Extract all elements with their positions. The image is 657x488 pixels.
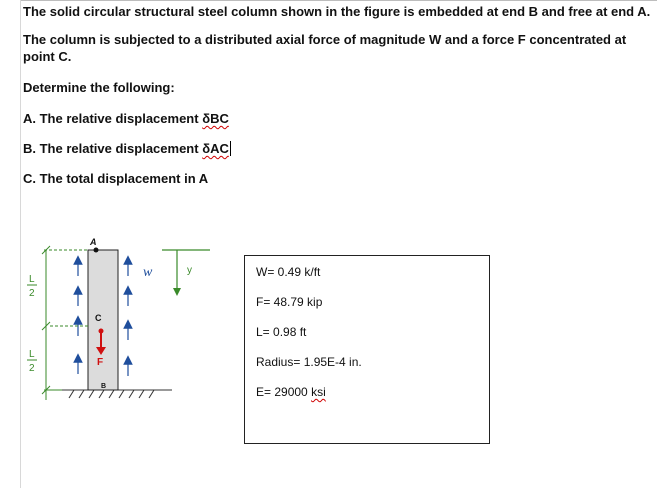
fixed-support bbox=[52, 390, 172, 398]
label-c: C bbox=[95, 313, 102, 323]
dimension-top-label bbox=[27, 274, 37, 299]
question-c: C. The total displacement in A bbox=[23, 171, 209, 186]
label-w: w bbox=[143, 265, 153, 280]
dim-bottom-den: 2 bbox=[29, 363, 35, 374]
page-top-border bbox=[20, 0, 657, 1]
problem-statement-line-2: The column is subjected to a distributed axial force of magnitude W and a force F concentrated at bbox=[23, 32, 627, 47]
label-y: y bbox=[187, 265, 192, 276]
dimension-bottom-label bbox=[27, 349, 37, 374]
given-e-unit: ksi bbox=[311, 385, 326, 399]
determine-heading: Determine the following: bbox=[23, 80, 175, 95]
given-e bbox=[256, 385, 326, 399]
steel-column bbox=[88, 250, 118, 390]
problem-statement-line-2b: point C. bbox=[23, 49, 72, 64]
text-cursor bbox=[230, 141, 231, 156]
question-b-text: B. The relative displacement bbox=[23, 141, 203, 156]
problem-statement-line-1: The solid circular structural steel column shown in the figure is embedded at end B and free at end A. bbox=[23, 4, 651, 19]
y-axis-arrow bbox=[162, 250, 210, 296]
label-f: F bbox=[97, 357, 104, 368]
given-w: W= 0.49 k/ft bbox=[256, 265, 321, 279]
label-b: B bbox=[101, 383, 107, 390]
given-values-box bbox=[244, 255, 490, 444]
label-a: A bbox=[90, 237, 97, 247]
question-a-text: A. The relative displacement bbox=[23, 111, 203, 126]
given-radius: Radius= 1.95E-4 in. bbox=[256, 355, 362, 369]
dim-top-num: L bbox=[29, 274, 35, 285]
question-a bbox=[23, 110, 229, 128]
given-e-value: E= 29000 bbox=[256, 385, 312, 399]
given-f: F= 48.79 kip bbox=[256, 295, 323, 309]
question-b-symbol: δAC bbox=[202, 141, 229, 156]
question-a-symbol: δBC bbox=[202, 111, 229, 126]
given-l: L= 0.98 ft bbox=[256, 325, 307, 339]
question-b bbox=[23, 140, 231, 158]
dimension-lines bbox=[42, 246, 88, 400]
dim-bottom-num: L bbox=[29, 349, 35, 360]
column-figure bbox=[22, 230, 222, 410]
point-c-dot bbox=[99, 329, 104, 334]
page-left-border bbox=[20, 0, 21, 488]
dim-top-den: 2 bbox=[29, 288, 35, 299]
point-a-dot bbox=[94, 248, 99, 253]
